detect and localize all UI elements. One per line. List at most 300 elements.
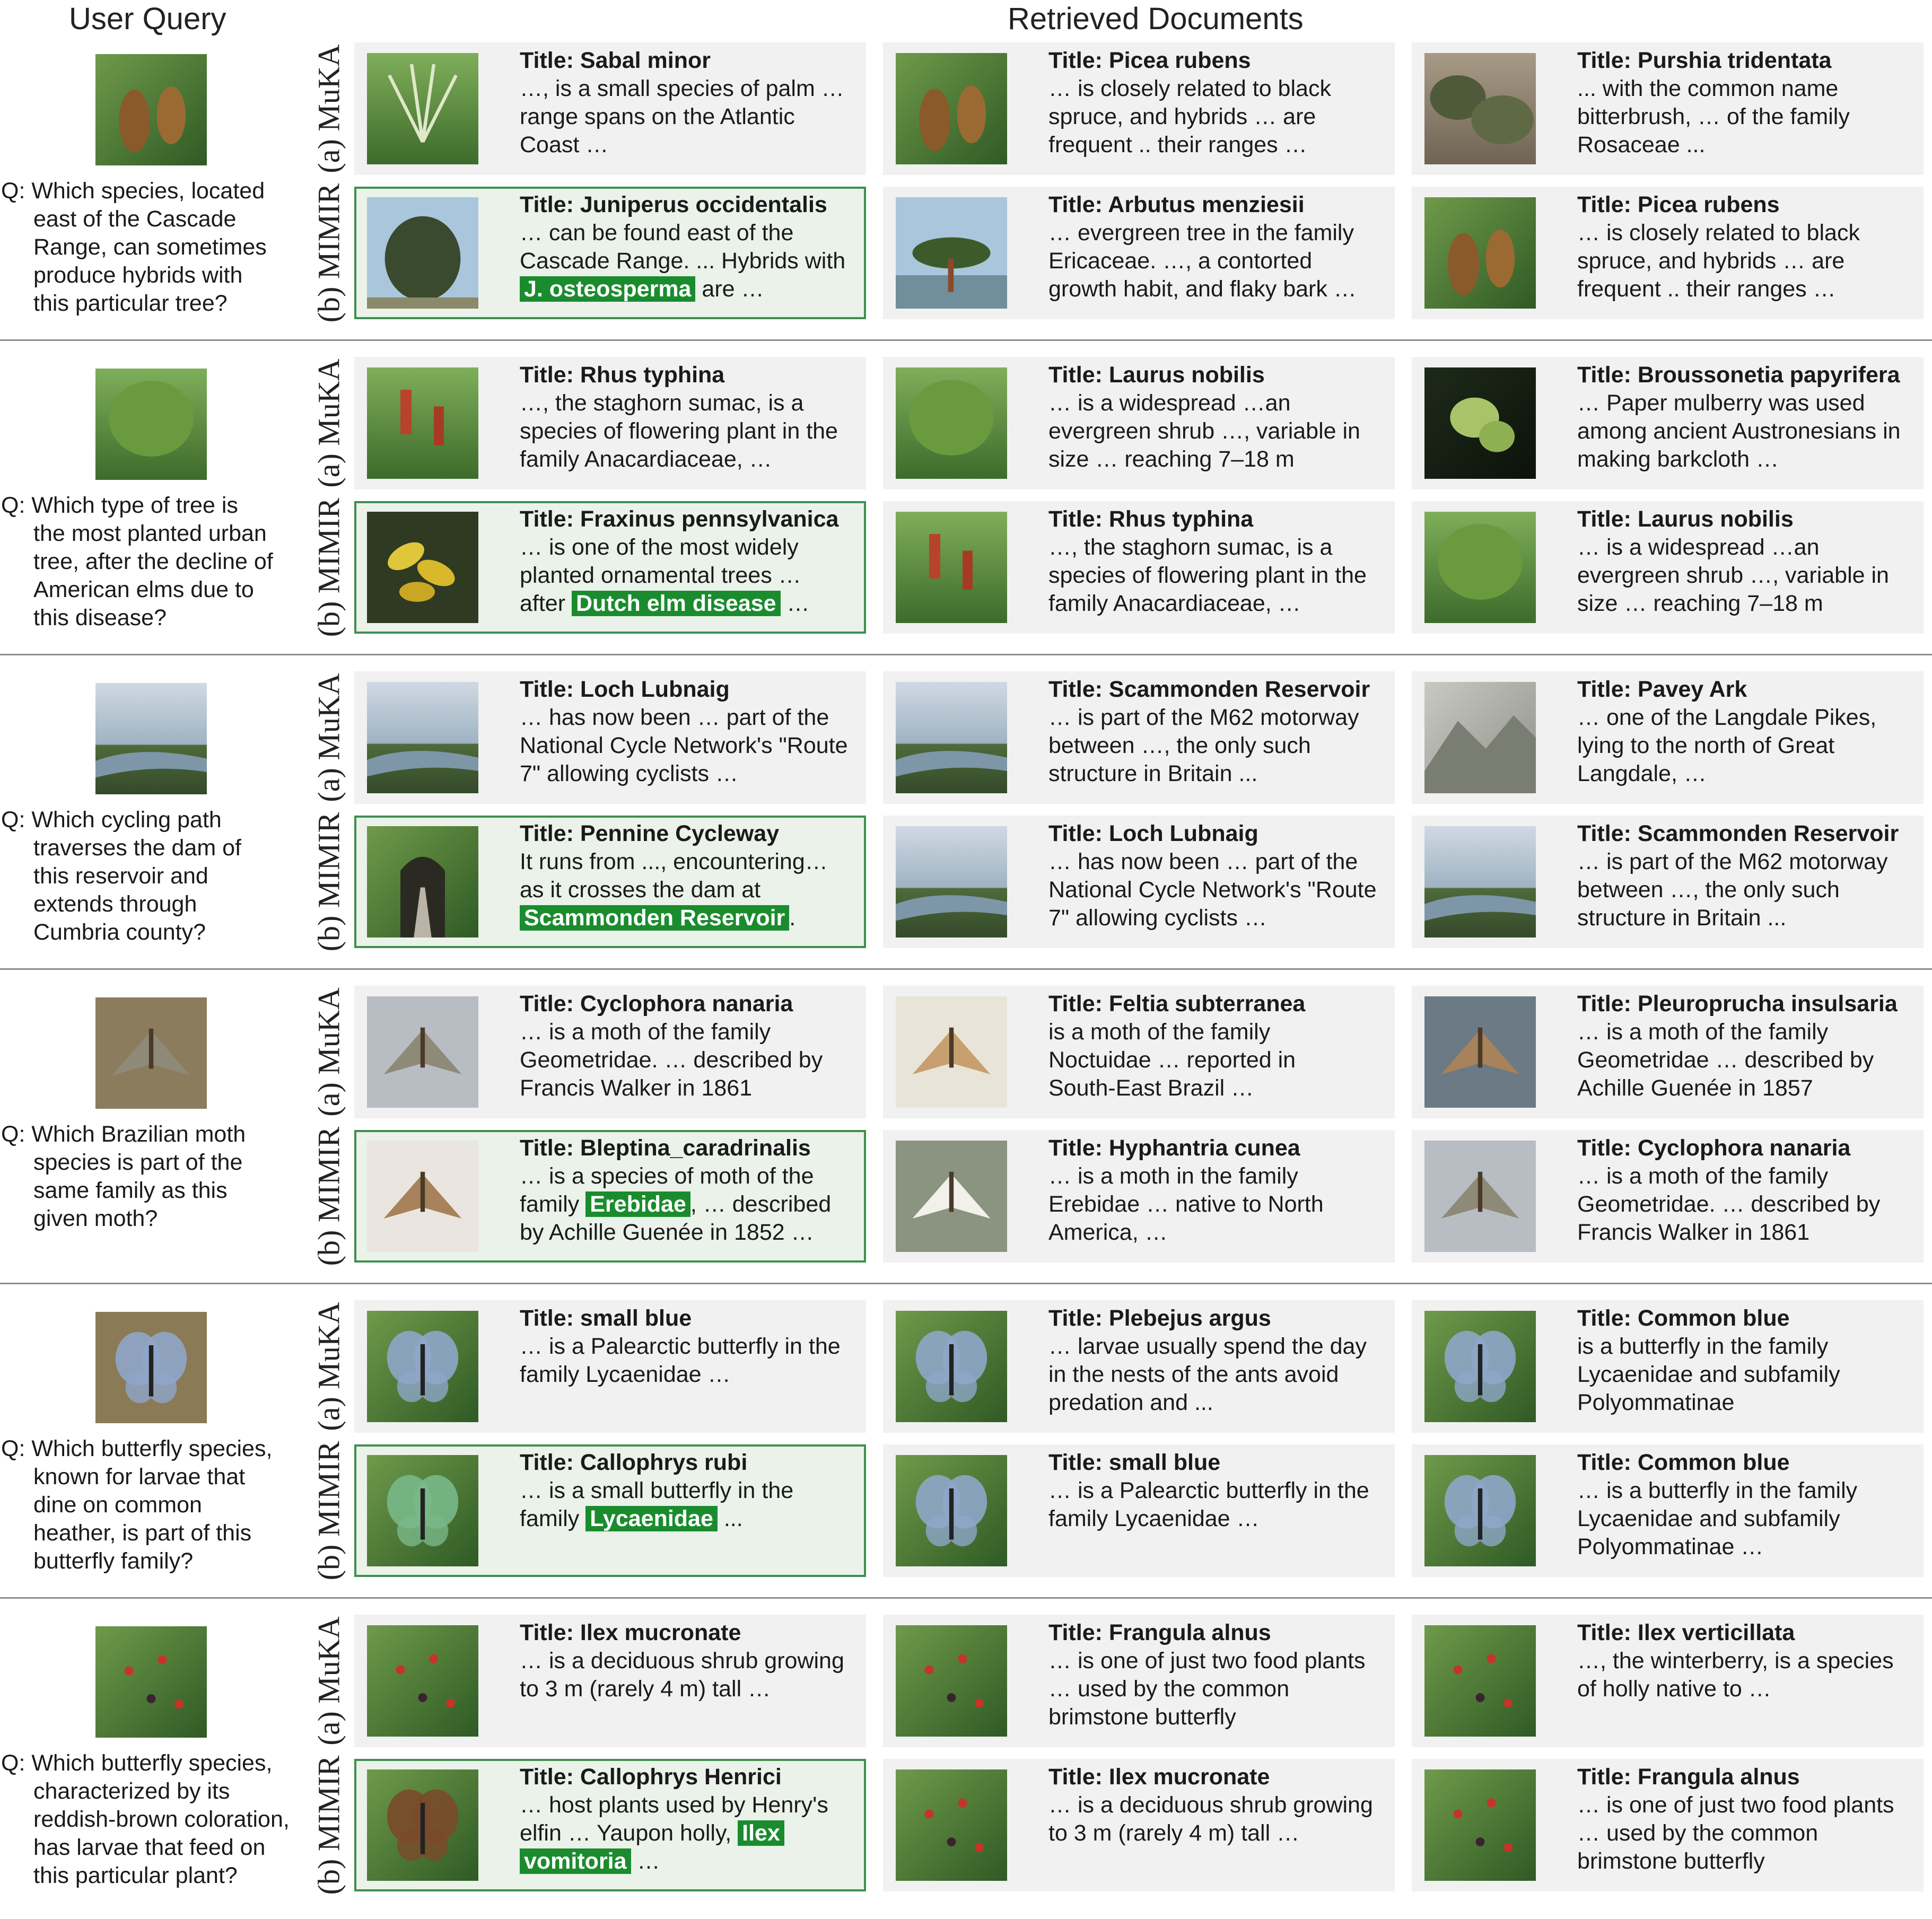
sumac-leaves-image	[896, 512, 1007, 623]
answer-highlight: Erebidae	[585, 1191, 690, 1217]
document-title: Title: Ilex mucronate	[1048, 1764, 1270, 1790]
document-title: Title: Sabal minor	[520, 48, 711, 73]
query-question	[1, 1749, 298, 1890]
question-line: same family as this	[33, 1178, 228, 1203]
retrieved-document-card	[1412, 1444, 1924, 1577]
example-row	[0, 1291, 1932, 1605]
muka-method-label-text: (a) MuKA	[311, 1302, 346, 1431]
document-title: Title: small blue	[520, 1305, 692, 1331]
retrieved-document-card	[883, 986, 1395, 1118]
document-snippet-line: … is one of just two food plants	[1577, 1792, 1894, 1818]
document-snippet-line: … one of the Langdale Pikes,	[1577, 705, 1877, 730]
green-hairstreak-image	[367, 1455, 478, 1566]
document-snippet-line: by Achille Guenée in 1852 …	[520, 1220, 814, 1245]
retrieved-document-card	[883, 501, 1395, 634]
document-snippet-line: among ancient Austronesians in	[1577, 418, 1901, 444]
laurel-leaves-image	[1424, 512, 1536, 623]
muka-method-label-text: (a) MuKA	[311, 673, 346, 802]
mimir-method-label	[305, 812, 353, 952]
snippet-text: are …	[695, 276, 764, 302]
retrieved-document-card-correct	[354, 501, 866, 634]
row-divider	[0, 1283, 1932, 1284]
document-snippet-line: frequent .. their ranges …	[1577, 276, 1836, 302]
question-line: this disease?	[33, 605, 167, 630]
answer-highlight: vomitoria	[520, 1848, 631, 1874]
grey-moth-image	[1424, 1141, 1536, 1252]
document-snippet-line: … host plants used by Henry's	[520, 1792, 828, 1818]
question-line: heather, is part of this	[33, 1520, 252, 1546]
document-text	[1048, 47, 1388, 159]
retrieved-document-card	[883, 1130, 1395, 1263]
retrieved-document-card	[1412, 986, 1924, 1118]
document-text	[1048, 1619, 1388, 1731]
document-snippet-line: Geometridae. … described by	[520, 1047, 823, 1073]
document-title: Title: Pennine Cycleway	[520, 821, 780, 846]
example-row	[0, 33, 1932, 347]
document-snippet-line: between …, the only such	[1048, 733, 1311, 758]
document-title: Title: Pleuroprucha insulsaria	[1577, 991, 1898, 1017]
question-line: known for larvae that	[33, 1464, 246, 1489]
query-question	[1, 177, 298, 318]
question-line: American elms due to	[33, 577, 254, 602]
document-snippet-line: 7" allowing cyclists …	[520, 761, 738, 786]
document-text	[520, 990, 859, 1102]
muka-method-label	[305, 986, 353, 1118]
document-text	[1577, 505, 1917, 618]
document-title: Title: Laurus nobilis	[1577, 506, 1794, 532]
pine-cone-image	[1424, 197, 1536, 309]
document-snippet-line: predation and ...	[1048, 1390, 1213, 1415]
frangula-berries-image	[1424, 1769, 1536, 1881]
document-snippet-line: …, the winterberry, is a species	[1577, 1648, 1894, 1673]
document-snippet-line: size … reaching 7–18 m	[1048, 446, 1295, 472]
question-line: east of the Cascade	[33, 206, 237, 232]
mimir-method-label-text: (b) MIMIR	[311, 1755, 346, 1895]
retrieved-document-card	[354, 671, 866, 804]
document-text	[520, 1304, 859, 1389]
document-snippet-line: … has now been … part of the	[1048, 849, 1358, 874]
muka-method-label-text: (a) MuKA	[311, 1616, 346, 1746]
retrieved-document-card	[883, 1759, 1395, 1891]
mulberry-leaves-image	[1424, 367, 1536, 479]
document-text	[1048, 1449, 1388, 1533]
mimir-method-label	[305, 1441, 353, 1581]
common-blue-butterfly-image	[1424, 1455, 1536, 1566]
pinned-moth-image	[896, 996, 1007, 1108]
document-title: Title: small blue	[1048, 1450, 1221, 1475]
loch-valley-image	[896, 826, 1007, 937]
document-snippet-line: Lycaenidae and subfamily	[1577, 1506, 1840, 1531]
query-question	[1, 806, 298, 947]
document-text	[1577, 820, 1917, 932]
document-title: Title: Rhus typhina	[1048, 506, 1254, 532]
question-line: Range, can sometimes	[33, 234, 267, 260]
document-title: Title: Bleptina_caradrinalis	[520, 1135, 811, 1161]
document-title: Title: Frangula alnus	[1048, 1620, 1271, 1645]
document-text	[520, 47, 859, 159]
document-snippet-line: … is a Palearctic butterfly in the	[520, 1334, 841, 1359]
retrieved-document-card	[1412, 1300, 1924, 1433]
palm-shrub-image	[367, 53, 478, 164]
document-text	[1048, 1134, 1388, 1247]
common-blue-butterfly-image	[1424, 1311, 1536, 1422]
document-snippet-line: in the nests of the ants avoid	[1048, 1362, 1339, 1387]
question-line: the most planted urban	[33, 521, 267, 546]
retrieved-document-card	[883, 1300, 1395, 1433]
document-snippet-line: Ericaceae. …, a contorted	[1048, 248, 1313, 274]
document-snippet-line: … is a species of moth of the	[520, 1163, 814, 1189]
retrieved-document-card	[883, 42, 1395, 175]
small-blue-butterfly-image	[367, 1311, 478, 1422]
document-snippet-line: between …, the only such	[1577, 877, 1840, 902]
moth-on-ground-query-image	[95, 997, 207, 1109]
document-snippet-line: … is a small butterfly in the	[520, 1478, 794, 1503]
mimir-method-label-text: (b) MIMIR	[311, 497, 346, 637]
query-question	[1, 1435, 298, 1575]
document-snippet-line: range spans on the Atlantic	[520, 104, 795, 129]
row-divider	[0, 654, 1932, 655]
retrieved-document-card-correct	[354, 187, 866, 319]
muka-method-label	[305, 1300, 353, 1433]
document-text	[520, 505, 859, 618]
document-title: Title: Cyclophora nanaria	[1577, 1135, 1851, 1161]
snippet-text: elfin … Yaupon holly,	[520, 1820, 738, 1846]
document-snippet-line: … is part of the M62 motorway	[1048, 705, 1359, 730]
document-snippet-line: …, is a small species of palm …	[520, 76, 844, 101]
document-snippet-line: … Paper mulberry was used	[1577, 390, 1865, 416]
document-snippet-line: structure in Britain ...	[1048, 761, 1258, 786]
document-title: Title: Fraxinus pennsylvanica	[520, 506, 839, 532]
document-snippet-line: … is a deciduous shrub growing	[520, 1648, 844, 1673]
rocky-fell-image	[1424, 682, 1536, 793]
question-line: Q: Which butterfly species,	[1, 1436, 273, 1461]
document-text	[1048, 990, 1388, 1102]
document-snippet-line: growth habit, and flaky bark …	[1048, 276, 1357, 302]
muka-method-label-text: (a) MuKA	[311, 44, 346, 173]
row-divider	[0, 1597, 1932, 1599]
document-text	[520, 676, 859, 788]
example-row	[0, 1605, 1932, 1919]
document-snippet-line: evergreen shrub …, variable in	[1577, 563, 1889, 588]
document-text	[1048, 361, 1388, 474]
coastal-tree-image	[896, 197, 1007, 309]
question-line: extends through	[33, 891, 197, 917]
question-line: butterfly family?	[33, 1548, 194, 1574]
document-title: Title: Purshia tridentata	[1577, 48, 1832, 73]
question-line: has larvae that feed on	[33, 1835, 266, 1860]
document-snippet-line: … is closely related to black	[1048, 76, 1331, 101]
document-snippet-line: … is closely related to black	[1577, 220, 1860, 246]
question-line: reddish-brown coloration,	[33, 1807, 290, 1832]
answer-highlight: Dutch elm disease	[572, 591, 781, 616]
document-snippet-line: …, the staghorn sumac, is a	[520, 390, 804, 416]
retrieved-documents-header: Retrieved Documents	[1008, 2, 1304, 36]
document-title: Title: Frangula alnus	[1577, 1764, 1800, 1790]
document-snippet-line: Cascade Range. ... Hybrids with	[520, 248, 846, 274]
snippet-text: family	[520, 1191, 586, 1217]
answer-highlight: Ilex	[738, 1820, 784, 1846]
document-text	[520, 1763, 859, 1876]
document-snippet-line: Polyommatinae	[1577, 1390, 1735, 1415]
document-snippet-line: … is a butterfly in the family	[1577, 1478, 1858, 1503]
document-text	[1577, 361, 1917, 474]
document-snippet-line: … is one of just two food plants	[1048, 1648, 1366, 1673]
retrieved-document-card	[883, 1444, 1395, 1577]
question-line: Q: Which species, located	[1, 178, 265, 204]
retrieved-document-card	[1412, 1615, 1924, 1747]
mimir-method-label-text: (b) MIMIR	[311, 812, 346, 952]
document-text	[520, 820, 859, 932]
retrieved-document-card	[883, 816, 1395, 948]
muka-method-label	[305, 1615, 353, 1747]
retrieved-document-card	[1412, 501, 1924, 634]
retrieved-document-card	[354, 1300, 866, 1433]
document-snippet-line: … is one of the most widely	[520, 534, 799, 560]
document-snippet-line: lying to the north of Great	[1577, 733, 1835, 758]
reservoir-dam-query-image	[95, 683, 207, 794]
retrieved-document-card	[883, 671, 1395, 804]
retrieved-document-card-correct	[354, 1444, 866, 1577]
document-snippet-line: Francis Walker in 1861	[1577, 1220, 1810, 1245]
document-title: Title: Pavey Ark	[1577, 677, 1747, 702]
document-snippet-line: ... with the common name	[1577, 76, 1839, 101]
document-text	[520, 1134, 859, 1247]
mimir-method-label	[305, 183, 353, 323]
retrieved-document-card	[354, 357, 866, 489]
document-title: Title: Callophrys Henrici	[520, 1764, 782, 1790]
document-title: Title: Feltia subterranea	[1048, 991, 1306, 1017]
document-snippet-line: South-East Brazil …	[1048, 1075, 1254, 1101]
snippet-text: …	[631, 1848, 660, 1874]
retrieved-document-card	[1412, 42, 1924, 175]
document-snippet-line: … is a widespread …an	[1048, 390, 1291, 416]
document-text	[1048, 676, 1388, 788]
document-text	[520, 191, 859, 303]
frangula-berries-image	[896, 1625, 1007, 1737]
retrieved-document-card	[354, 1615, 866, 1747]
blue-butterfly-query-image	[95, 1312, 207, 1423]
document-text	[1577, 1763, 1917, 1876]
snippet-text: family	[520, 1506, 586, 1531]
document-title: Title: Ilex mucronate	[520, 1620, 741, 1645]
question-line: this particular plant?	[33, 1863, 238, 1888]
muka-method-label-text: (a) MuKA	[311, 987, 346, 1117]
retrieved-document-card	[883, 1615, 1395, 1747]
document-snippet-line	[520, 1819, 859, 1847]
document-text	[1048, 505, 1388, 618]
shrubland-image	[1424, 53, 1536, 164]
document-snippet-line: It runs from ..., encountering…	[520, 849, 828, 874]
document-snippet-line: National Cycle Network's "Route	[520, 733, 848, 758]
document-snippet-line: Geometridae … described by	[1577, 1047, 1874, 1073]
document-snippet-line: Geometridae. … described by	[1577, 1191, 1881, 1217]
cycle-tunnel-image	[367, 826, 478, 937]
document-text	[1048, 820, 1388, 932]
document-snippet-line: Achille Guenée in 1857	[1577, 1075, 1813, 1101]
reservoir-landscape-image	[896, 682, 1007, 793]
question-line: Q: Which cycling path	[1, 807, 222, 833]
elfin-butterfly-image	[367, 1769, 478, 1881]
document-title: Title: Scammonden Reservoir	[1577, 821, 1899, 846]
document-snippet-line: … used by the common	[1048, 1676, 1290, 1702]
question-line: given moth?	[33, 1206, 158, 1231]
retrieved-document-card-correct	[354, 1759, 866, 1891]
document-text	[1577, 676, 1917, 788]
document-title: Title: Juniperus occidentalis	[520, 192, 827, 217]
document-title: Title: Loch Lubnaig	[1048, 821, 1258, 846]
retrieved-document-card	[1412, 187, 1924, 319]
document-snippet-line: 7" allowing cyclists …	[1048, 905, 1267, 931]
answer-highlight: J. osteosperma	[520, 276, 695, 302]
mimir-method-label	[305, 1755, 353, 1895]
document-title: Title: Hyphantria cunea	[1048, 1135, 1300, 1161]
document-snippet-line: of holly native to …	[1577, 1676, 1771, 1702]
document-snippet-line: … can be found east of the	[520, 220, 794, 246]
document-text	[1577, 990, 1917, 1102]
document-text	[1577, 1619, 1917, 1703]
retrieved-document-card	[354, 42, 866, 175]
user-query-header: User Query	[69, 2, 226, 36]
snippet-text: …	[780, 591, 810, 616]
document-snippet-line: … is a moth of the family	[520, 1019, 771, 1045]
pine-cone-image	[896, 53, 1007, 164]
sumac-leaves-image	[367, 367, 478, 479]
document-title: Title: Plebejus argus	[1048, 1305, 1271, 1331]
retrieved-document-card-correct	[354, 816, 866, 948]
question-line: Q: Which type of tree is	[1, 493, 238, 518]
yellow-ash-leaves-image	[367, 512, 478, 623]
query-question	[1, 1120, 298, 1233]
laurel-leaves-image	[896, 367, 1007, 479]
document-snippet-line: … has now been … part of the	[520, 705, 829, 730]
document-snippet-line	[520, 1847, 859, 1876]
document-snippet-line: Erebidae … native to North	[1048, 1191, 1324, 1217]
document-snippet-line: Lycaenidae and subfamily	[1577, 1362, 1840, 1387]
document-title: Title: Picea rubens	[1048, 48, 1251, 73]
document-snippet-line	[520, 1505, 859, 1533]
snippet-text: .	[789, 905, 796, 931]
document-snippet-line: brimstone butterfly	[1577, 1848, 1765, 1874]
document-snippet-line: is a butterfly in the family	[1577, 1334, 1829, 1359]
document-snippet-line: Langdale, …	[1577, 761, 1707, 786]
ilex-shrub-image	[367, 1625, 478, 1737]
document-snippet-line: … is a deciduous shrub growing	[1048, 1792, 1373, 1818]
document-snippet-line: Noctuidae … reported in	[1048, 1047, 1296, 1073]
document-text	[1048, 191, 1388, 303]
document-snippet-line: spruce, and hybrids … are	[1048, 104, 1316, 129]
document-title: Title: Rhus typhina	[520, 362, 725, 388]
document-snippet-line: making barkcloth …	[1577, 446, 1779, 472]
mimir-method-label-text: (b) MIMIR	[311, 1126, 346, 1266]
document-snippet-line: spruce, and hybrids … are	[1577, 248, 1845, 274]
document-title: Title: Cyclophora nanaria	[520, 991, 793, 1017]
document-snippet-line: Coast …	[520, 132, 609, 157]
document-snippet-line: species of flowering plant in the	[520, 418, 838, 444]
question-line: tree, after the decline of	[33, 549, 273, 574]
example-row	[0, 347, 1932, 661]
document-snippet-line: Polyommatinae …	[1577, 1534, 1764, 1559]
document-snippet-line: structure in Britain ...	[1577, 905, 1787, 931]
document-snippet-line: evergreen shrub …, variable in	[1048, 418, 1360, 444]
question-line: characterized by its	[33, 1778, 230, 1804]
document-snippet-line: … is a widespread …an	[1577, 534, 1820, 560]
document-title: Title: Laurus nobilis	[1048, 362, 1265, 388]
question-line: dine on common	[33, 1492, 202, 1518]
row-divider	[0, 968, 1932, 970]
document-snippet-line: Francis Walker in 1861	[520, 1075, 753, 1101]
document-snippet-line: … is a moth of the family	[1577, 1163, 1829, 1189]
document-snippet-line: … is a moth in the family	[1048, 1163, 1298, 1189]
document-snippet-line: National Cycle Network's "Route	[1048, 877, 1377, 902]
document-text	[1577, 47, 1917, 159]
document-snippet-line: species of flowering plant in the	[1048, 563, 1367, 588]
question-line: species is part of the	[33, 1150, 243, 1175]
document-snippet-line: … evergreen tree in the family	[1048, 220, 1354, 246]
document-text	[520, 1449, 859, 1533]
question-line: Q: Which butterfly species,	[1, 1750, 273, 1776]
grey-moth-image	[367, 996, 478, 1108]
mimir-method-label	[305, 1126, 353, 1266]
document-title: Title: Common blue	[1577, 1450, 1790, 1475]
question-line: Cumbria county?	[33, 919, 206, 945]
document-snippet-line: family Lycaenidae …	[520, 1362, 731, 1387]
holly-shrub-query-image	[95, 1626, 207, 1738]
question-line: Q: Which Brazilian moth	[1, 1121, 246, 1147]
document-title: Title: Common blue	[1577, 1305, 1790, 1331]
retrieved-document-card-correct	[354, 1130, 866, 1263]
plebejus-butterfly-image	[896, 1311, 1007, 1422]
mimir-method-label-text: (b) MIMIR	[311, 183, 346, 323]
query-question	[1, 492, 298, 632]
retrieved-document-card	[354, 986, 866, 1118]
retrieved-document-card	[883, 187, 1395, 319]
question-line: this reservoir and	[33, 863, 208, 889]
document-snippet-line: Rosaceae ...	[1577, 132, 1706, 157]
answer-highlight: Lycaenidae	[585, 1506, 718, 1531]
retrieved-document-card	[883, 357, 1395, 489]
document-snippet-line: … is a Palearctic butterfly in the	[1048, 1478, 1369, 1503]
retrieved-document-card	[1412, 1130, 1924, 1263]
document-snippet-line: size … reaching 7–18 m	[1577, 591, 1823, 616]
document-title: Title: Ilex verticillata	[1577, 1620, 1795, 1645]
document-text	[520, 361, 859, 474]
document-snippet-line: … larvae usually spend the day	[1048, 1334, 1367, 1359]
document-snippet-line: family Lycaenidae …	[1048, 1506, 1260, 1531]
small-blue-butterfly-image	[896, 1455, 1007, 1566]
muka-method-label	[305, 42, 353, 175]
snippet-text: after	[520, 591, 572, 616]
document-text	[1577, 1449, 1917, 1561]
retrieved-document-card	[1412, 1759, 1924, 1891]
muka-method-label-text: (a) MuKA	[311, 358, 346, 488]
document-text	[520, 1619, 859, 1703]
document-snippet-line: … is a moth of the family	[1577, 1019, 1829, 1045]
document-snippet-line: America, …	[1048, 1220, 1168, 1245]
document-snippet-line: … is part of the M62 motorway	[1577, 849, 1888, 874]
winterberry-image	[1424, 1625, 1536, 1737]
document-text	[1577, 1134, 1917, 1247]
answer-highlight: Scammonden Reservoir	[520, 905, 789, 931]
document-snippet-line: frequent .. their ranges …	[1048, 132, 1307, 157]
document-snippet-line: to 3 m (rarely 4 m) tall …	[1048, 1820, 1300, 1846]
document-snippet-line: to 3 m (rarely 4 m) tall …	[520, 1676, 771, 1702]
question-line: this particular tree?	[33, 291, 228, 316]
snippet-text: ...	[717, 1506, 743, 1531]
document-text	[1577, 191, 1917, 303]
document-title: Title: Broussonetia papyrifera	[1577, 362, 1900, 388]
document-title: Title: Arbutus menziesii	[1048, 192, 1305, 217]
retrieved-document-card	[1412, 357, 1924, 489]
